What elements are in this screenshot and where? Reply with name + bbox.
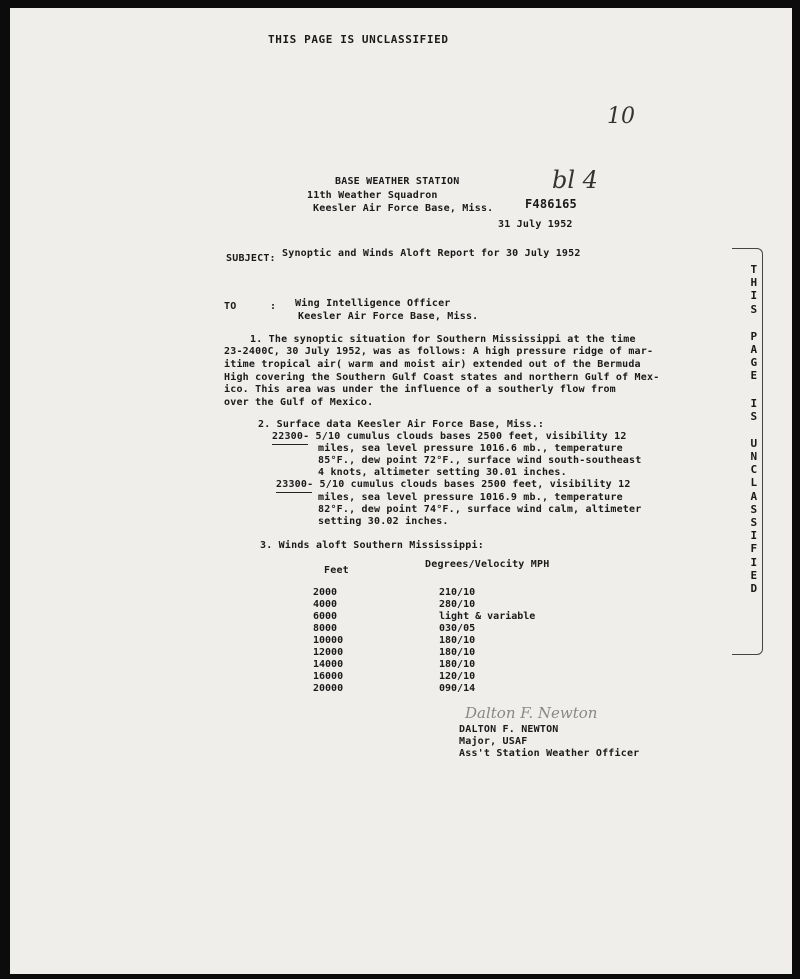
signature-handwritten: Dalton F. Newton [465,704,598,722]
winds-feet: 20000 [313,683,344,694]
side-classification-letter: S [750,302,758,316]
para2-line: 85°F., dew point 72°F., surface wind south-southeast [318,455,642,466]
winds-col-degrees: Degrees/Velocity MPH [425,559,550,570]
para1-line: High covering the Southern Gulf Coast states and northern Gulf of Mex- [224,372,660,383]
winds-row [10,599,792,611]
side-classification-gap [748,423,760,437]
letterhead-line2: 11th Weather Squadron [307,190,438,201]
winds-dir-vel: 180/10 [439,659,476,670]
handwritten-mark: bl 4 [552,166,598,194]
side-classification-letter: D [750,581,758,595]
winds-row [10,587,792,599]
winds-feet: 12000 [313,647,344,658]
to-line2: Keesler Air Force Base, Miss. [298,311,479,322]
subject-text: Synoptic and Winds Aloft Report for 30 July 1952 [282,248,581,259]
winds-row [10,647,792,659]
side-classification-letter: S [750,516,758,529]
side-classification-letter: I [750,289,758,303]
para1-line: 23-2400C, 30 July 1952, was as follows: A high pressure ridge of mar- [224,346,654,357]
winds-row [10,611,792,623]
letterhead-line1: BASE WEATHER STATION [335,176,460,187]
winds-row [10,623,792,635]
side-classification-gap [748,383,760,397]
winds-feet: 2000 [313,587,338,598]
time-underline [272,444,308,445]
side-classification-letter: P [750,329,758,343]
side-classification-letter: L [750,476,758,490]
para2-line: 22300- 5/10 cumulus clouds bases 2500 feet, visibility 12 [272,431,627,442]
winds-feet: 16000 [313,671,344,682]
side-classification-letter: I [750,555,758,569]
para1-line: ico. This area was under the influence of a southerly flow from [224,384,616,395]
para2-line: miles, sea level pressure 1016.9 mb., temperature [318,492,623,503]
para2-line: miles, sea level pressure 1016.6 mb., temperature [318,443,623,454]
para1-line: itime tropical air( warm and moist air) extended out of the Bermuda [224,359,641,370]
para2-line: setting 30.02 inches. [318,516,449,527]
winds-dir-vel: light & variable [439,611,536,622]
classification-header: THIS PAGE IS UNCLASSIFIED [268,33,449,46]
winds-col-feet: Feet [324,565,349,576]
side-classification-letter: S [750,409,758,423]
side-classification-letter: G [750,356,758,370]
document-page [10,8,792,974]
para2-line: 82°F., dew point 74°F., surface wind calm, altimeter [318,504,642,515]
winds-dir-vel: 180/10 [439,635,476,646]
para2-line: 23300- 5/10 cumulus clouds bases 2500 feet, visibility 12 [276,479,631,490]
winds-dir-vel: 180/10 [439,647,476,658]
para1-line: 1. The synoptic situation for Southern Mississippi at the time [250,334,636,345]
winds-row [10,659,792,671]
winds-feet: 10000 [313,635,344,646]
winds-dir-vel: 090/14 [439,683,476,694]
to-separator: : [270,301,277,312]
para3-heading: 3. Winds aloft Southern Mississippi: [260,540,484,551]
winds-row [10,671,792,683]
winds-feet: 6000 [313,611,338,622]
page-number-annotation: 10 [607,104,635,129]
side-classification-letter: U [750,436,758,450]
para1-line: over the Gulf of Mexico. [224,397,374,408]
side-classification-letter: S [750,502,758,516]
side-classification-letter: I [750,529,758,543]
para2-heading: 2. Surface data Keesler Air Force Base, Miss.: [258,419,545,430]
side-classification-letter: N [750,450,758,464]
side-classification-letter: H [750,276,758,290]
side-classification-letter: E [750,369,758,383]
side-classification-gap [748,316,760,330]
side-classification [748,263,760,595]
side-classification-letter: A [750,489,758,503]
signature-name: DALTON F. NEWTON [459,724,559,735]
side-classification-letter: A [750,342,758,356]
winds-feet: 8000 [313,623,338,634]
winds-dir-vel: 120/10 [439,671,476,682]
winds-feet: 4000 [313,599,338,610]
to-line1: Wing Intelligence Officer [295,298,451,309]
winds-dir-vel: 210/10 [439,587,476,598]
to-label: TO [224,301,237,312]
winds-dir-vel: 280/10 [439,599,476,610]
document-number: F486165 [525,197,577,211]
winds-row [10,683,792,695]
time-underline [276,492,312,493]
winds-feet: 14000 [313,659,344,670]
side-classification-letter: F [750,542,758,556]
winds-row [10,635,792,647]
signature-rank: Major, USAF [459,736,528,747]
letter-date: 31 July 1952 [498,219,573,230]
side-classification-letter: I [750,396,758,410]
para2-line: 4 knots, altimeter setting 30.01 inches. [318,467,567,478]
side-classification-letter: T [750,263,758,276]
signature-title: Ass't Station Weather Officer [459,748,640,759]
subject-label: SUBJECT: [226,253,276,264]
side-classification-letter: C [750,463,758,477]
winds-dir-vel: 030/05 [439,623,476,634]
side-classification-letter: E [750,568,758,582]
letterhead-line3: Keesler Air Force Base, Miss. [313,203,494,214]
